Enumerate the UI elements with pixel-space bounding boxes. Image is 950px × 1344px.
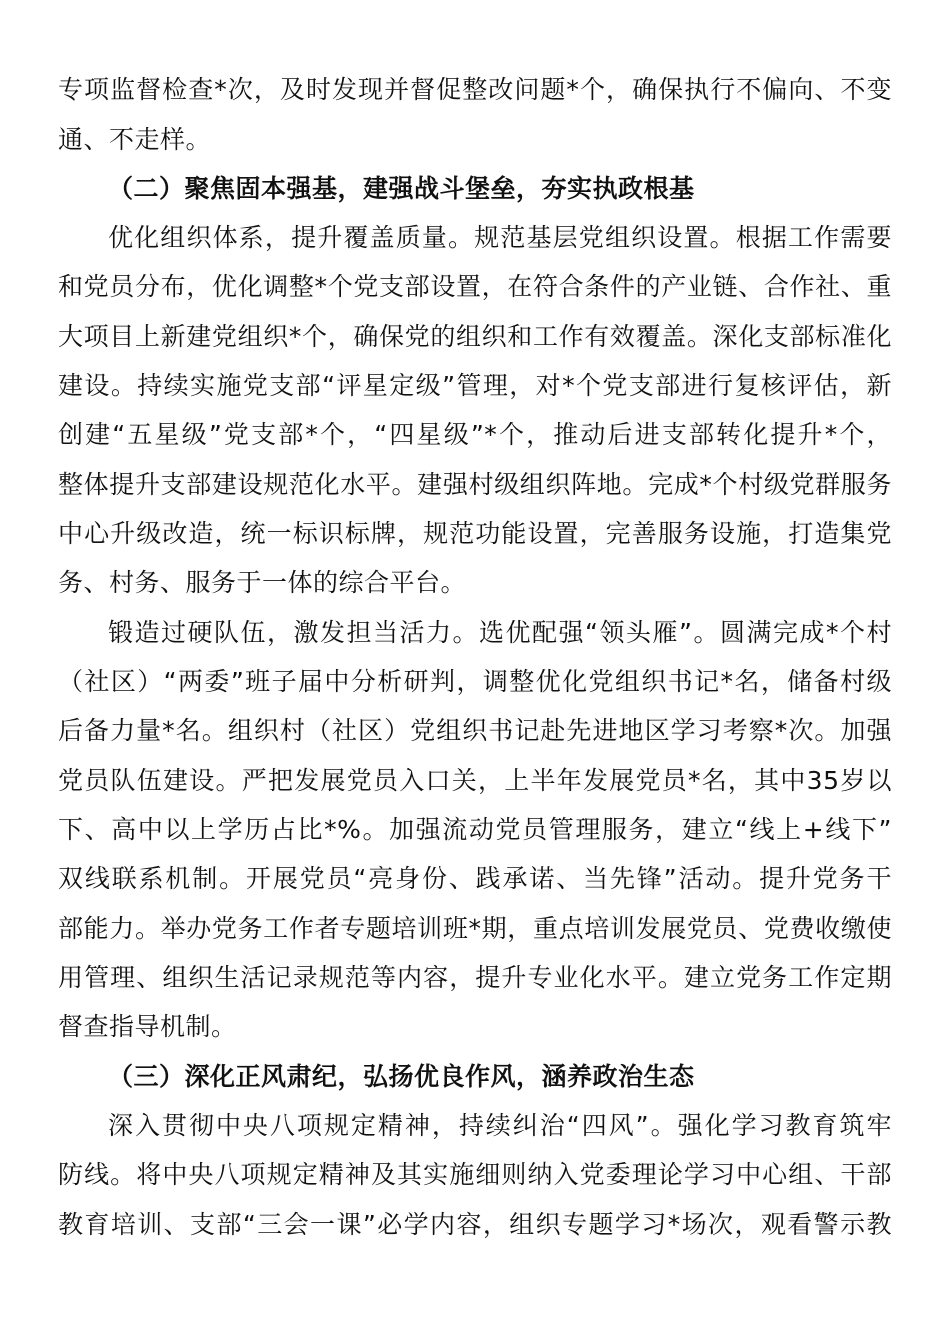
text-line: 部能力。举办党务工作者专题培训班*期，重点培训发展党员、党费收缴使 <box>58 914 892 943</box>
paragraph-first-line: 锻造过硬队伍，激发担当活力。选优配强“领头雁”。圆满完成*个村 <box>108 618 892 647</box>
text-line: 通、不走样。 <box>58 125 212 154</box>
paragraph-first-line: 深入贯彻中央八项规定精神，持续纠治“四风”。强化学习教育筑牢 <box>108 1111 892 1140</box>
text-line: 建设。持续实施党支部“评星定级”管理，对*个党支部进行复核评估，新 <box>58 371 892 400</box>
text-line: 防线。将中央八项规定精神及其实施细则纳入党委理论学习中心组、干部 <box>58 1160 892 1189</box>
paragraph-first-line: 优化组织体系，提升覆盖质量。规范基层党组织设置。根据工作需要 <box>108 223 892 252</box>
text-line: 党员队伍建设。严把发展党员入口关，上半年发展党员*名，其中35岁以 <box>58 766 892 795</box>
text-line: 创建“五星级”党支部*个，“四星级”*个，推动后进支部转化提升*个， <box>58 420 892 449</box>
text-line: 后备力量*名。组织村（社区）党组织书记赴先进地区学习考察*次。加强 <box>58 716 892 745</box>
text-line: 双线联系机制。开展党员“亮身份、践承诺、当先锋”活动。提升党务干 <box>58 864 892 893</box>
text-line: （社区）“两委”班子届中分析研判，调整优化党组织书记*名，储备村级 <box>58 667 892 696</box>
text-line: 教育培训、支部“三会一课”必学内容，组织专题学习*场次，观看警示教 <box>58 1210 892 1239</box>
text-line: 专项监督检查*次，及时发现并督促整改问题*个，确保执行不偏向、不变 <box>58 75 892 104</box>
section-heading: （三）深化正风肃纪，弘扬优良作风，涵养政治生态 <box>108 1062 695 1091</box>
section-heading: （二）聚焦固本强基，建强战斗堡垒，夯实执政根基 <box>108 174 695 203</box>
text-line: 大项目上新建党组织*个，确保党的组织和工作有效覆盖。深化支部标准化 <box>58 322 892 351</box>
text-line: 下、高中以上学历占比*%。加强流动党员管理服务，建立“线上+线下” <box>58 815 892 844</box>
text-line: 督查指导机制。 <box>58 1012 237 1041</box>
text-line: 整体提升支部建设规范化水平。建强村级组织阵地。完成*个村级党群服务 <box>58 470 892 499</box>
text-line: 中心升级改造，统一标识标牌，规范功能设置，完善服务设施，打造集党 <box>58 519 892 548</box>
text-line: 务、村务、服务于一体的综合平台。 <box>58 568 467 597</box>
text-line: 和党员分布，优化调整*个党支部设置，在符合条件的产业链、合作社、重 <box>58 272 892 301</box>
text-line: 用管理、组织生活记录规范等内容，提升专业化水平。建立党务工作定期 <box>58 963 892 992</box>
